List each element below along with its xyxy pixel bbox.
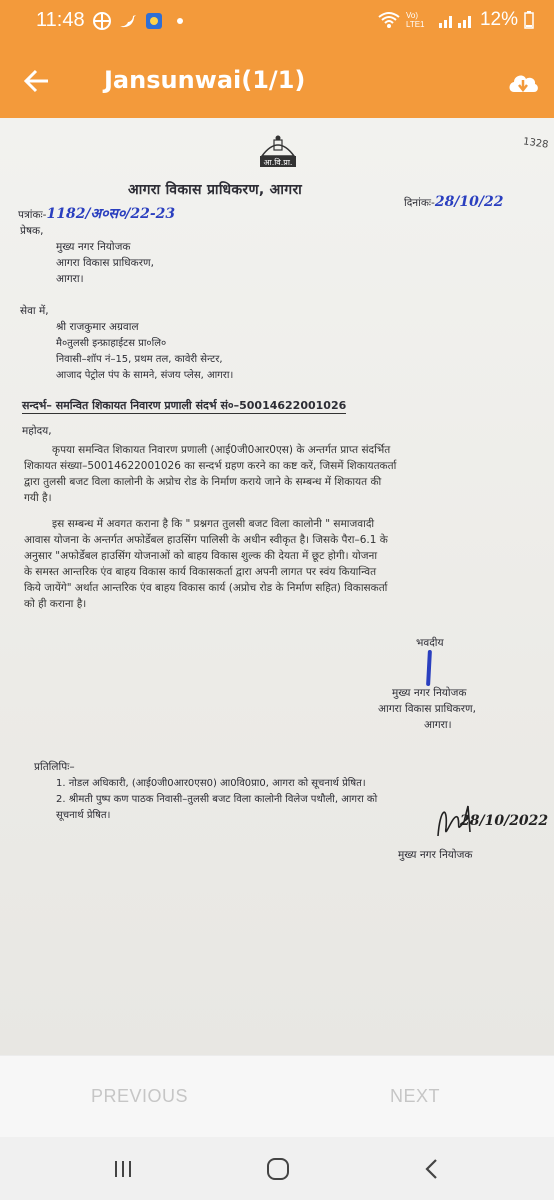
- app-bar: [0, 44, 554, 118]
- system-navigation-bar: [0, 1137, 554, 1200]
- signatory-line: मुख्य नगर नियोजक: [392, 687, 467, 699]
- status-bar: [0, 0, 554, 44]
- body-line: कृपया समन्वित शिकायत निवारण प्रणाली (आई0जी0आर0एस) के अन्तर्गत प्राप्त संदर्भित: [52, 444, 391, 456]
- status-right: [378, 9, 534, 31]
- cloud-download-icon[interactable]: [506, 66, 540, 100]
- corner-number: 1328: [521, 136, 549, 151]
- date-value: 28/10/22: [434, 194, 504, 210]
- sender-line: मुख्य नगर नियोजक: [56, 241, 131, 253]
- copy-item: सूचनार्थ प्रेषित।: [56, 810, 111, 821]
- signature-date: 28/10/2022: [460, 813, 549, 829]
- letter-date: [404, 194, 504, 210]
- copy-item: 1. नोडल अधिकारी, (आई0जी0आर0एस0) आ0वि0प्रा0, आगरा को सूचनार्थ प्रेषित।: [56, 778, 366, 789]
- grid-icon: [92, 11, 112, 31]
- dot-icon: [170, 11, 190, 31]
- reference-number: [18, 204, 175, 223]
- signature-stroke: [426, 650, 432, 686]
- sender-label: प्रेषक,: [20, 225, 44, 237]
- emblem-caption: आ.वि.प्रा.: [263, 158, 293, 167]
- notification-icons: [92, 11, 190, 31]
- home-icon[interactable]: [264, 1155, 292, 1183]
- salutation: महोदय,: [22, 425, 52, 437]
- sender-line: आगरा विकास प्राधिकरण,: [56, 257, 154, 269]
- twitter-icon: [118, 11, 138, 31]
- document-viewer[interactable]: [0, 118, 554, 1055]
- recipient-line: निवासी–शॉप नं–15, प्रथम तल, कावेरी सेन्टर,: [56, 354, 223, 365]
- status-time: 11:48: [36, 9, 85, 31]
- document-page: [0, 118, 554, 1055]
- back-arrow-icon[interactable]: [20, 64, 54, 98]
- recent-apps-icon[interactable]: [110, 1155, 138, 1183]
- body-line: आवास योजना के अन्तर्गत अफोर्डेबल हाउसिंग पालिसी के अधीन स्वीकृत है। जिसके पैरा–6.1 के: [24, 534, 388, 546]
- date-label: दिनांकः-: [404, 197, 435, 209]
- previous-button[interactable]: PREVIOUS: [91, 1086, 189, 1106]
- ref-value: 1182/अ०स०/22-23: [46, 206, 176, 222]
- body-line: द्वारा तुलसी बजट विला कालोनी के अप्रोच रोड के निर्माण कराये जाने के सम्बन्ध में शिकायत की: [24, 476, 382, 488]
- page-title: Jansunwai(1/1): [104, 66, 306, 94]
- body-line: शिकायत संख्या–50014622001026 का सन्दर्भ ग्रहण करने का कष्ट करें, जिसमें शिकायतकर्ता: [24, 460, 397, 472]
- back-icon[interactable]: [418, 1155, 446, 1183]
- body-line: अनुसार "अफोर्डेबल हाउसिंग योजनाओं को बाहय विकास शुल्क की देयता में छूट होगी। योजना: [24, 550, 378, 562]
- authority-emblem-icon: [256, 132, 300, 170]
- pagination-bar: [0, 1055, 554, 1137]
- organization-header: आगरा विकास प्राधिकरण, आगरा: [128, 182, 303, 198]
- recipient-line: आजाद पेट्रोल पंप के सामने, संजय प्लेस, आगरा।: [56, 370, 234, 381]
- copy-label: प्रतिलिपिः–: [34, 761, 75, 773]
- closing: भवदीय: [416, 637, 444, 649]
- subject-line: सन्दर्भ– समन्वित शिकायत निवारण प्रणाली संदर्भ सं०–50014622001026: [22, 399, 347, 412]
- next-button[interactable]: NEXT: [390, 1086, 441, 1106]
- body-line: किये जायेंगे" अर्थात आन्तरिक एंव बाहय विकास कार्य (अप्रोच रोड के निर्माण सहित) विकासकर्ता: [24, 582, 388, 594]
- recipient-line: मै०तुलसी इन्फ्राहाईटस प्रा०लि०: [56, 338, 167, 349]
- signal-icon: [438, 11, 474, 29]
- sender-line: आगरा।: [56, 273, 84, 285]
- network-label: Vo) LTE1: [405, 11, 425, 29]
- signatory-line: आगरा।: [424, 719, 452, 731]
- copy-item: 2. श्रीमती पुष्प कण पाठक निवासी–तुलसी बजट विला कालोनी विलेज पथौली, आगरा को: [56, 794, 378, 805]
- battery-icon: [524, 11, 534, 29]
- bottom-signatory: मुख्य नगर नियोजक: [398, 849, 473, 861]
- body-line: गयी है।: [24, 492, 52, 504]
- signatory-line: आगरा विकास प्राधिकरण,: [378, 703, 476, 715]
- recipient-line: श्री राजकुमार अग्रवाल: [56, 321, 139, 333]
- body-line: इस सम्बन्ध में अवगत कराना है कि " प्रश्नगत तुलसी बजट विला कालोनी " समाजवादी: [52, 518, 375, 530]
- battery-percent: 12%: [479, 9, 518, 30]
- wifi-icon: [378, 11, 400, 29]
- body-line: को ही कराना है।: [24, 598, 87, 610]
- ref-label: पत्रांकः-: [18, 209, 47, 221]
- app-icon: [144, 11, 164, 31]
- recipient-label: सेवा में,: [20, 305, 49, 317]
- body-line: के समस्त आन्तरिक एंव बाहय विकास कार्य विकासकर्ता द्वारा अपनी लागत पर स्वंय कियान्वित: [24, 566, 377, 578]
